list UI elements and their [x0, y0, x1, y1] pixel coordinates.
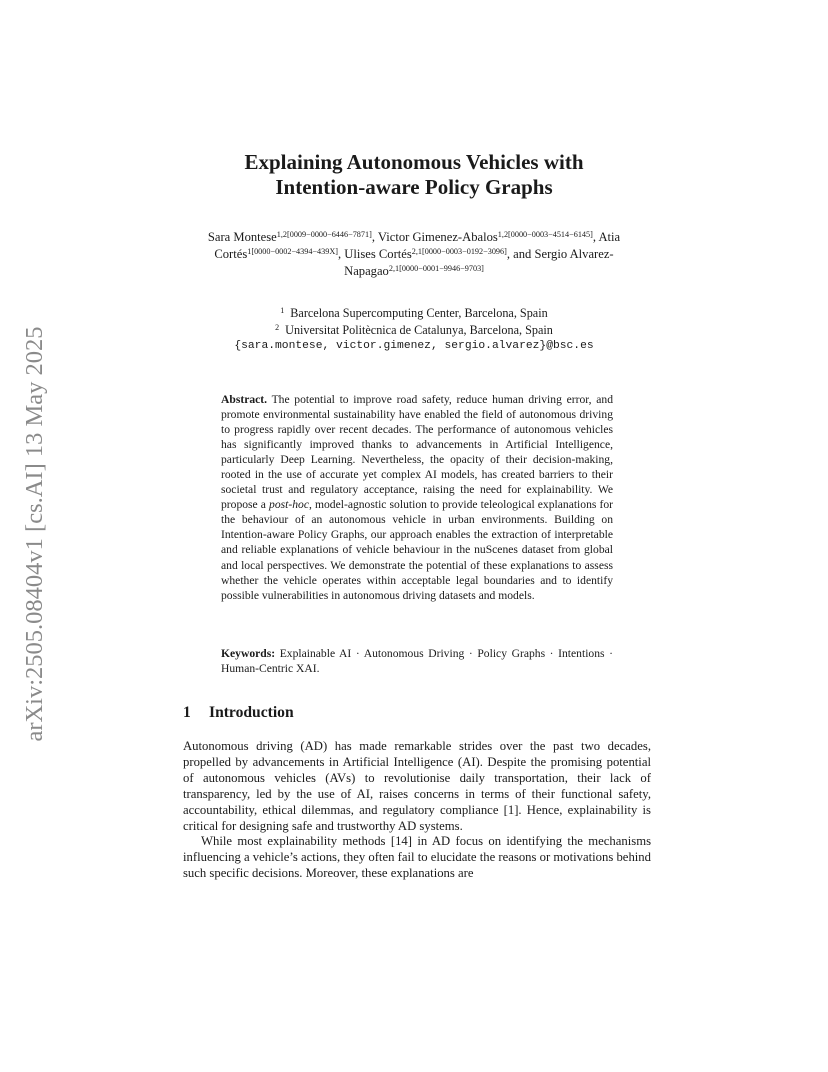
section-number: 1 [183, 704, 191, 721]
arxiv-stamp-text: arXiv:2505.08404v1 [cs.AI] 13 May 2025 [21, 326, 48, 742]
body-text [183, 739, 651, 882]
author-name: Victor Gimenez-Abalos [377, 230, 498, 244]
author-emails: {sara.montese, victor.gimenez, sergio.alvarez}@bsc.es [234, 340, 594, 353]
title-line-1: Explaining Autonomous Vehicles with [244, 150, 584, 174]
affiliation-number: 1 [280, 306, 285, 315]
affiliation-text: Universitat Politècnica de Catalunya, Barcelona, Spain [285, 322, 553, 337]
author-separator: , [371, 230, 378, 244]
affiliation-text: Barcelona Supercomputing Center, Barcelona, Spain [290, 306, 548, 320]
author-name: Atia Cortés [214, 230, 621, 261]
paper-title [0, 150, 828, 200]
author-affiliation-orcid: 2,1[0000−0003−0192−3096] [411, 246, 507, 256]
author-separator: , [337, 246, 345, 261]
title-line-2: Intention-aware Policy Graphs [275, 175, 553, 199]
abstract [221, 392, 613, 603]
keywords-label: Keywords: [221, 647, 276, 660]
author-separator: , and [506, 246, 535, 261]
paragraph-2: While most explainability methods [14] in AD focus on identifying the mechanisms influencing a vehicle’s actions, they often fail to elucidate the reasons or motivations behind such specific decisions. Moreover, these explanations are [183, 834, 651, 881]
paragraph-1: Autonomous driving (AD) has made remarkable strides over the past two decades, propelled by advancements in Artificial Intelligence (AI). Despite the promising potential of autonomous vehicles (AVs) to revolutionise daily transportation, their lack of transparency, led by the use of AI, raises concerns in terms of their functional safety, accountability, ethical dilemmas, and regulatory compliance [1]. Hence, explainability is critical for designing safe and trustworthy AD systems. [183, 739, 651, 833]
author-affiliation-orcid: 2,1[0000−0001−9946−9703] [388, 263, 484, 273]
affiliation-1 [170, 305, 658, 322]
keywords [221, 646, 613, 676]
author-affiliation-orcid: 1,2[0009−0000−6446−7871] [276, 230, 372, 239]
abstract-label: Abstract. [221, 393, 268, 406]
author-separator: , [592, 230, 599, 244]
abstract-text-part-1: The potential to improve road safety, reduce human driving error, and promote environmental sustainability have enabled the field of autonomous driving to progress rapidly over recent decades. The performance of autonomous vehicles has significantly improved thanks to advancements in Artificial Intelligence, particularly Deep Learning. Nevertheless, the opacity of their decision-making, rooted in the use of accurate yet complex AI models, has created barriers to their societal trust and regulatory acceptance, raising the need for explainability. We propose a [221, 393, 613, 512]
author-name: Sergio Alvarez-Napagao [344, 246, 614, 278]
author-name: Sara Montese [207, 230, 277, 244]
keywords-text: Explainable AI · Autonomous Driving · Policy Graphs · Intentions · Human-Centric XAI. [221, 647, 613, 676]
author-name: Ulises Cortés [344, 246, 412, 261]
section-heading [183, 704, 294, 722]
affiliations [170, 305, 658, 355]
author-list [170, 229, 658, 279]
affiliation-2 [170, 322, 658, 339]
author-affiliation-orcid: 1[0000−0002−4394−439X] [247, 246, 338, 256]
affiliation-number: 2 [275, 322, 280, 332]
abstract-text-italic: post-hoc [269, 498, 309, 512]
section-title: Introduction [209, 704, 294, 721]
abstract-text-part-2: , model-agnostic solution to provide teleological explanations for the behaviour of an autonomous vehicle in urban environments. Building on Intention-aware Policy Graphs, our approach enables the extraction of interpretable and reliable explanations of vehicle behaviour in the nuScenes dataset from global and local perspectives. We demonstrate the potential of these explanations to assess whether the vehicle operates within acceptable legal boundaries and to identify possible vulnerabilities in autonomous driving datasets and models. [221, 498, 614, 602]
author-affiliation-orcid: 1,2[0000−0003−4514−6145] [497, 230, 593, 239]
arxiv-stamp [20, 294, 50, 774]
